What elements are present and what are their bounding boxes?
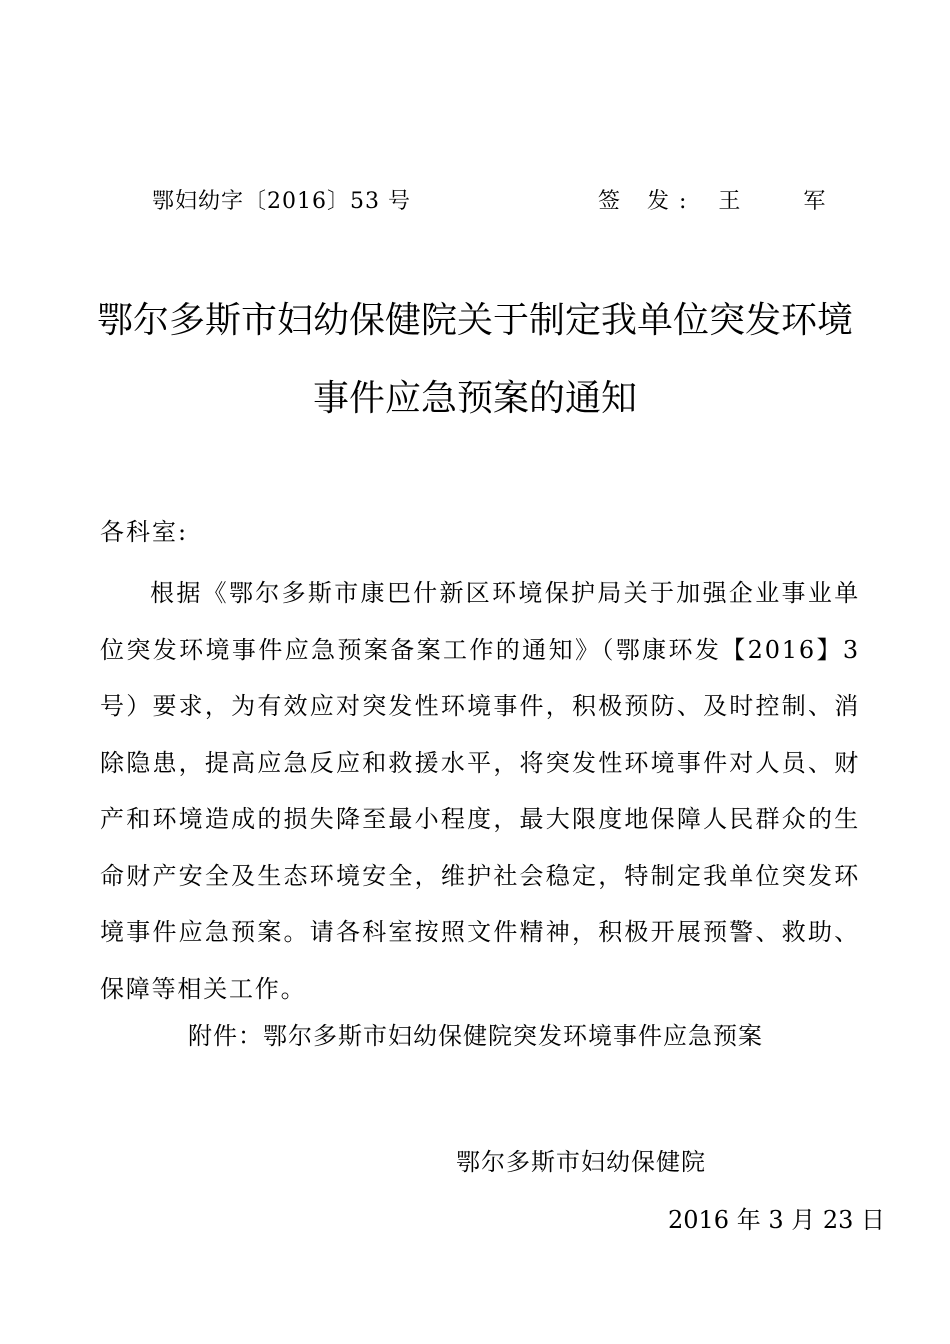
body-paragraph: 根据《鄂尔多斯市康巴什新区环境保护局关于加强企业事业单位突发环境事件应急预案备案工作的通知》（鄂康环发【2016】3号）要求，为有效应对突发性环境事件，积极预防、及时控制、消除隐患，提高应急反应和救援水平，将突发性环境事件对人员、财产和环境造成的损失降至最小程度，最大限度地保障人民群众的生命财产安全及生态环境安全，维护社会稳定，特制定我单位突发环境事件应急预案。请各科室按照文件精神，积极开展预警、救助、保障等相关工作。 [100, 579, 860, 1003]
attachment-line: 附件：鄂尔多斯市妇幼保健院突发环境事件应急预案 [188, 1022, 763, 1050]
signer-label: 签 发: [598, 189, 697, 214]
document-number: 鄂妇幼字〔2016〕53 号 [152, 189, 411, 214]
issue-date: 2016 年 3 月 23 日 [668, 1206, 886, 1234]
signer-block [598, 184, 853, 215]
issuing-organization: 鄂尔多斯市妇幼保健院 [456, 1148, 706, 1176]
signer-name: 王 军 [718, 189, 854, 214]
document-title-line-1: 鄂尔多斯市妇幼保健院关于制定我单位突发环境 [96, 300, 853, 341]
salutation: 各科室: [100, 518, 189, 546]
document-title-line-2: 事件应急预案的通知 [312, 378, 637, 419]
